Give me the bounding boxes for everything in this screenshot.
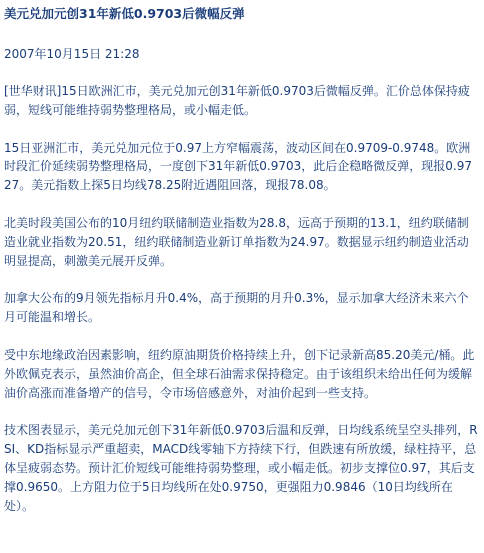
article-headline: 美元兑加元创31年新低0.9703后微幅反弹 bbox=[4, 6, 245, 21]
article-dateline: 2007年10月15日 21:28 bbox=[4, 47, 140, 61]
article-paragraph: 加拿大公布的9月领先指标月升0.4%，高于预期的月升0.3%，显示加拿大经济未来六个月可能温和增长。 bbox=[4, 291, 469, 325]
article-paragraph: [世华财讯]15日欧洲汇市，美元兑加元创31年新低0.9703后微幅反弹。汇价总体保持疲弱，短线可能维持弱势整理格局，或小幅走低。 bbox=[4, 84, 470, 117]
article-paragraph: 15日亚洲汇市，美元兑加元位于0.97上方窄幅震荡，波动区间在0.9709-0.9748。欧洲时段汇价延续弱势整理格局，一度创下31年新低0.9703，此后企稳略微反弹，现报0.9727。美元指数上探5日均线78.25附近遇阻回落，现报78.08。 bbox=[4, 140, 472, 193]
article-body bbox=[4, 62, 478, 515]
article-paragraph: 技术图表显示，美元兑加元创下31年新低0.9703后温和反弹，日均线系统呈空头排列，RSI、KD指标显示严重超卖，MACD线零轴下方持续下行，但跌速有所放缓，绿柱持平，总体呈疲弱态势。预计汇价短线可能维持弱势整理，或小幅走低。初步支撑位0.97，其后支撑0.9650。上方阻力位于5日均线所在处0.9750，更强阻力0.9846（10日均线所在处）。 bbox=[4, 423, 478, 513]
article-paragraph: 受中东地缘政治因素影响，纽约原油期货价格持续上升，创下记录新高85.20美元/桶。此外欧佩克表示，虽然油价高企，但全球石油需求保持稳定。由于该组织未给出任何为缓解油价高涨而准备增产的信号，令市场倍感意外，对油价起到一些支持。 bbox=[4, 347, 475, 400]
article-paragraph: 北美时段美国公布的10月纽约联储制造业指数为28.8，远高于预期的13.1，纽约联储制造业就业指数为20.51，纽约联储制造业新订单指数为24.97。数据显示纽约制造业活动明显提高，刺激美元展开反弹。 bbox=[4, 215, 469, 268]
